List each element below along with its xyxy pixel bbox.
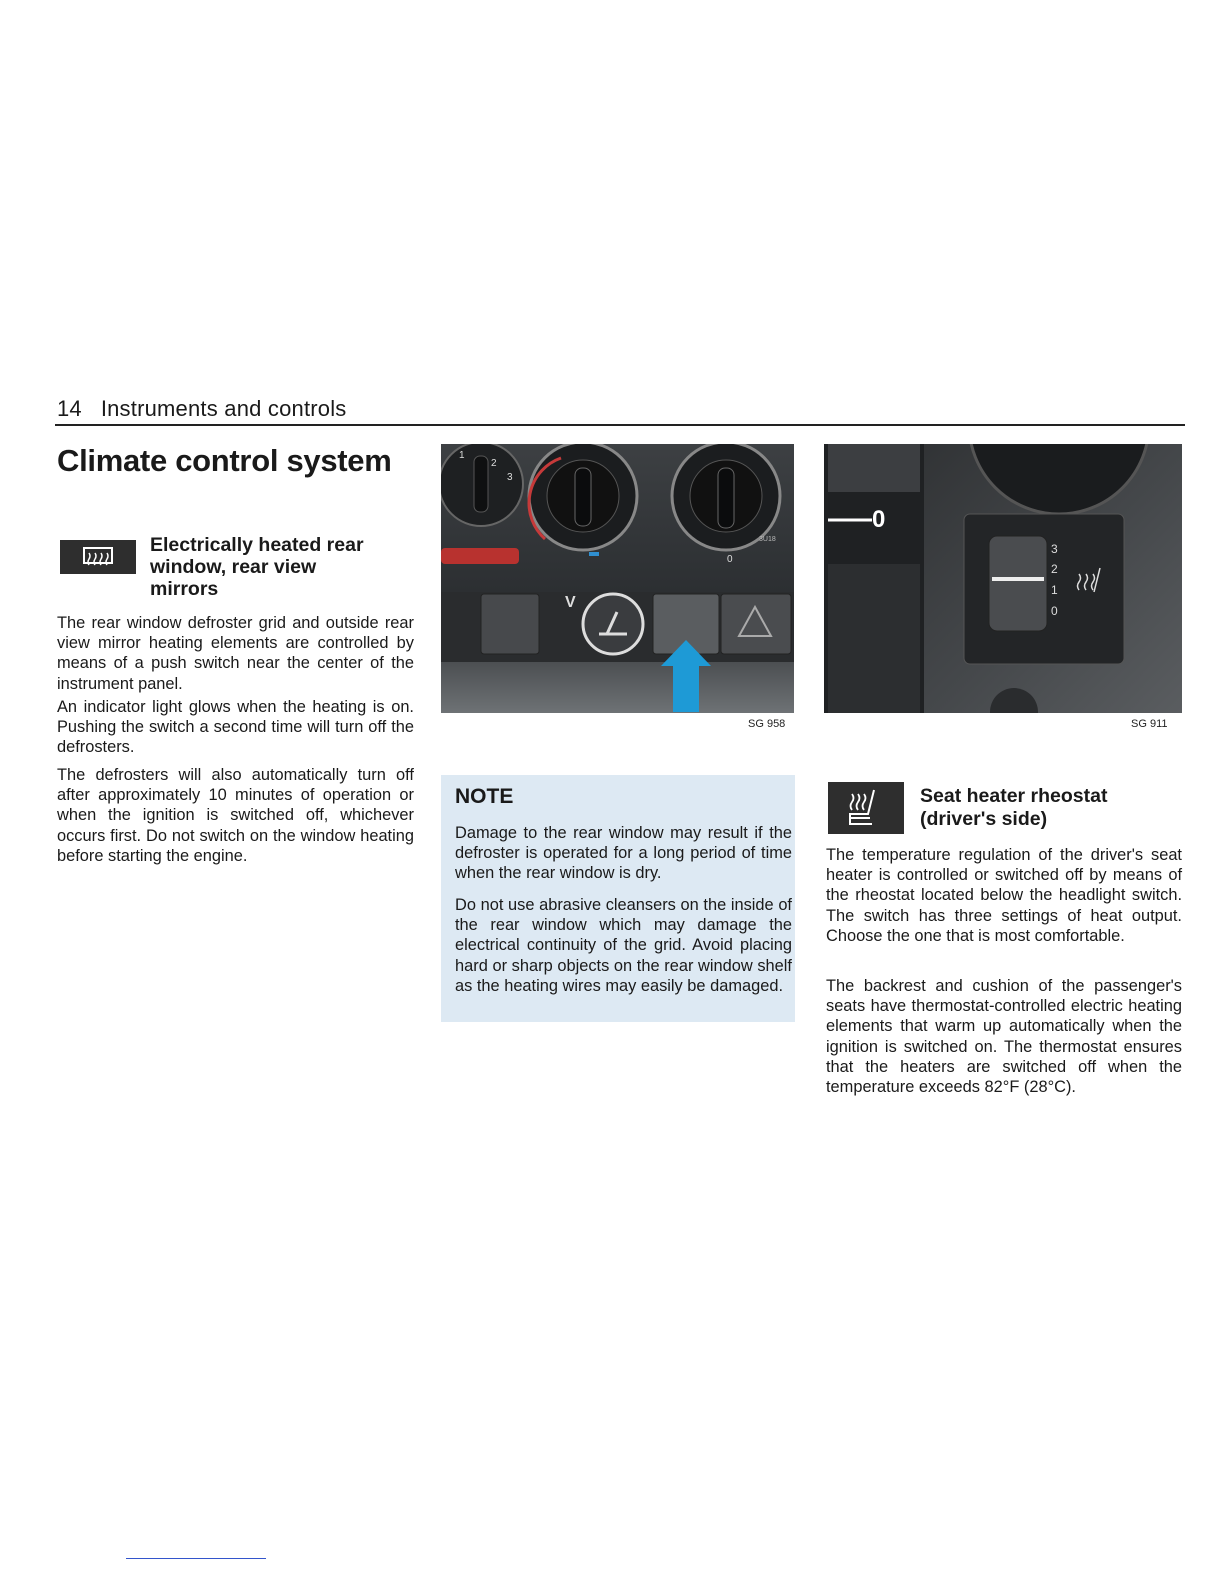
rear-defroster-icon bbox=[60, 540, 136, 574]
footnote-rule bbox=[126, 1558, 266, 1559]
seat-heater-paragraph: The backrest and cushion of the passenger's seats have thermostat-controlled electric heating elements that warm up automatically when the ignition is switched on. The thermostat ensures that the heaters are switched off when the temperature exceeds 82°F (28°C). bbox=[826, 977, 1182, 1097]
seat-heater-paragraph: The temperature regulation of the driver's seat heater is controlled or switched off by means of the rheostat located below the headlight switch. The switch has three settings of heat output. Choose the one that is most comfortable. bbox=[826, 846, 1182, 945]
page-number: 14 bbox=[57, 396, 82, 421]
rear-window-paragraph: The defrosters will also automatically turn off after approximately 10 minutes of operation or when the ignition is switched off, whichever occurs first. Do not switch on the window heating before starting the engine. bbox=[57, 766, 414, 865]
fan-speed-label: 2 bbox=[491, 458, 497, 469]
note-paragraph: Do not use abrasive cleansers on the inside of the rear window which may damage the electrical continuity of the grid. Avoid placing hard or sharp objects on the rear window shelf as the heating wires may easily be damaged. bbox=[455, 896, 792, 995]
note-title: NOTE bbox=[455, 785, 514, 808]
page-header bbox=[57, 396, 347, 422]
rear-window-title-line: window, rear view bbox=[150, 556, 317, 578]
seat-heater-icon bbox=[828, 782, 904, 834]
switch-position-label: 0 bbox=[872, 506, 886, 533]
seat-heater-title bbox=[920, 785, 1180, 831]
seat-heater-title-line: Seat heater rheostat bbox=[920, 785, 1108, 807]
note-paragraph: Damage to the rear window may result if the defroster is operated for a long period of time when the rear window is dry. bbox=[455, 824, 792, 883]
photo-caption: SG 911 bbox=[1131, 718, 1168, 730]
panel-code-label: 3U18 bbox=[759, 536, 776, 543]
section-name: Instruments and controls bbox=[100, 396, 347, 421]
seat-heater-title-line: (driver's side) bbox=[920, 808, 1048, 830]
fan-speed-label: 3 bbox=[507, 472, 513, 483]
rear-window-title-line: Electrically heated rear bbox=[150, 534, 364, 556]
seat-rheostat-photo bbox=[824, 444, 1182, 713]
chapter-title: Climate control system bbox=[57, 443, 392, 478]
rear-window-paragraph: An indicator light glows when the heating is on. Pushing the switch a second time will turn off the defrosters. bbox=[57, 698, 414, 757]
fan-speed-label: 1 bbox=[459, 450, 465, 461]
climate-panel-photo bbox=[441, 444, 794, 713]
rheostat-setting-label: 1 bbox=[1051, 583, 1058, 597]
rear-window-title bbox=[150, 534, 410, 600]
rheostat-setting-label: 0 bbox=[1051, 604, 1058, 618]
rear-window-paragraph: The rear window defroster grid and outside rear view mirror heating elements are controlled by means of a push switch near the center of the instrument panel. bbox=[57, 614, 414, 693]
dial-zero-label: 0 bbox=[727, 554, 733, 565]
vent-label: V bbox=[565, 594, 576, 611]
rear-window-title-line: mirrors bbox=[150, 578, 219, 600]
rheostat-setting-label: 2 bbox=[1051, 562, 1058, 576]
rheostat-setting-label: 3 bbox=[1051, 542, 1058, 556]
photo-caption: SG 958 bbox=[748, 718, 786, 730]
header-rule bbox=[55, 424, 1185, 426]
